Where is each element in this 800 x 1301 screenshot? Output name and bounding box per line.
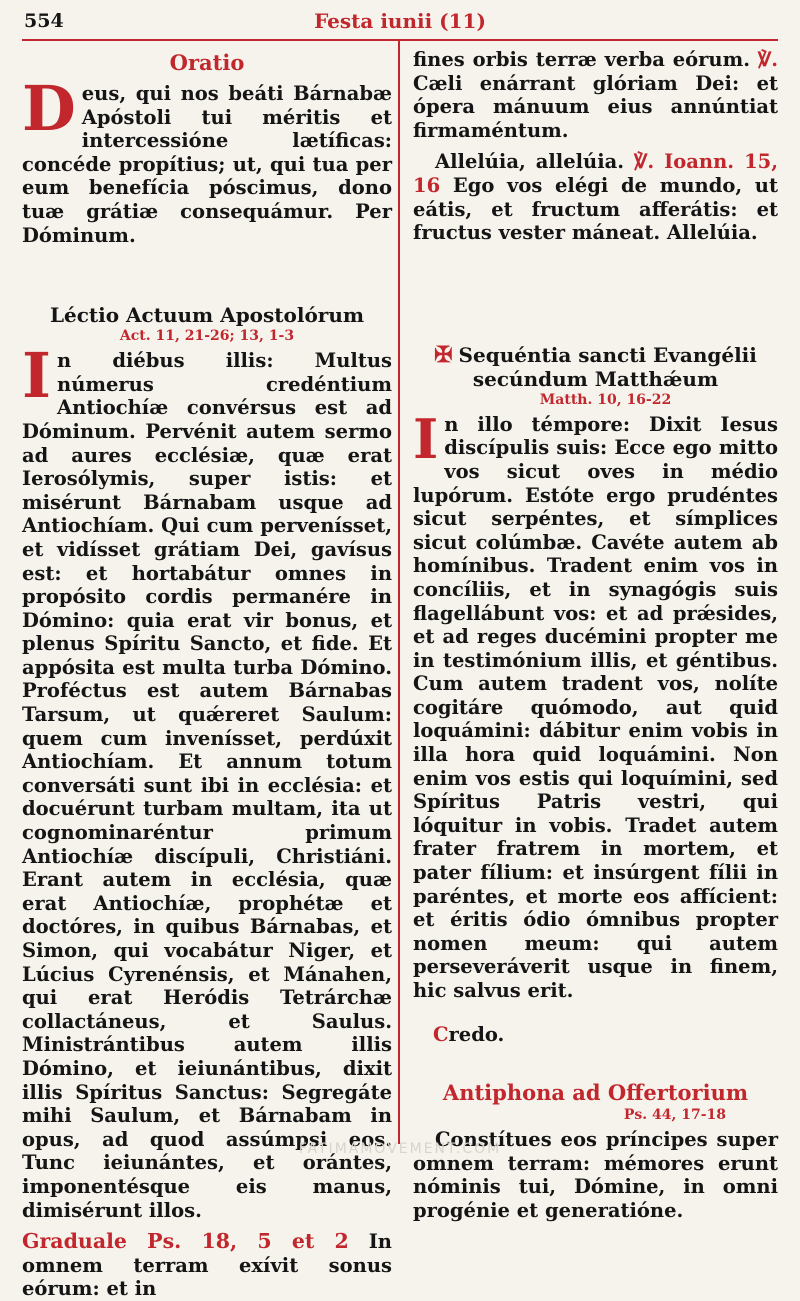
credo-text: redo. [448, 1022, 505, 1046]
right-column [413, 44, 778, 1223]
alleluia-verse: Ego vos elégi de mundo, ut eátis, et fructum afferátis: et fructus vester máneat. Allelúia. [413, 173, 778, 245]
evangelium-heading [413, 343, 778, 391]
evangelium-reference: Matth. 10, 16-22 [539, 391, 672, 408]
oratio-dropcap: D [22, 72, 76, 145]
alleluia-reference: ℣. Ioann. 15, 16 [413, 150, 778, 197]
credo-initial: C [433, 1022, 449, 1046]
evangelium-body: n illo témpore: Dixit Iesus discípulis suis: Ecce ego mitto vos sicut oves in médio lupórum. Estóte ergo prudéntes sicut serpéntes, et símplices sicut colúmbæ. Cavéte autem ab homínibus. Tradent enim vos in concíliis, et in synagógis suis flagellábunt vos: et ad prǽsides, et ad reges ducémini propter me in testimónium illis, et géntibus. Cum autem tradent vos, nolíte cogitáre quómodo, aut quid loquámini: dábitur enim vobis in illa hora quid loquámini. Non enim vos estis qui loquímini, sed Spíritus Patris vestri, qui lóquitur in vobis. Tradet autem frater fratrem in mortem, et pater fílium: et insúrgent fílii in paréntes, et morte eos affícient: et éritis ódio ómnibus propter nomen meum: qui autem perseveráverit usque in finem, hic salvus erit. [413, 412, 778, 1002]
graduale [22, 1230, 392, 1301]
watermark: FATIMAMOVEMENT.COM [298, 1141, 502, 1157]
evangelium-title: Sequéntia sancti Evangélii secúndum Matthǽum [458, 342, 757, 391]
evangelium-text [413, 406, 778, 1003]
header-divider [22, 39, 778, 41]
graduale-continuation [413, 48, 778, 142]
graduale-label: Graduale Ps. 18, 5 et 2 [22, 1229, 349, 1254]
graduale-text: In omnem terram exívit sonus eórum: et in [22, 1230, 392, 1301]
oratio-heading: Oratio [169, 50, 245, 75]
graduale-cont-text-2: Cæli enárrant glóriam Dei: et ópera mánuum eius annúntiat firmaméntum. [413, 71, 778, 142]
lectio-text [22, 339, 392, 1222]
left-column [22, 44, 392, 1301]
page-header [0, 0, 800, 42]
offertorium-reference: Ps. 44, 17-18 [623, 1107, 726, 1124]
credo [413, 1023, 778, 1047]
alleluia [413, 150, 778, 244]
running-title: Festa iunii (11) [314, 9, 486, 33]
versicle-symbol: ℣. [757, 48, 778, 71]
evangelium-dropcap: I [413, 406, 439, 471]
page-number: 554 [24, 10, 64, 32]
oratio-body: eus, qui nos beáti Bárnabæ Apóstoli tui méritis et intercessióne lætíficas: concéde propítius; ut, qui tua per eum benefícia póscimus, dono tuæ grátiæ consequámur. Per Dóminum. [22, 82, 392, 247]
lectio-heading: Léctio Actuum Apostolórum [49, 303, 365, 328]
offertorium-heading: Antiphona ad Offertorium [442, 1080, 749, 1106]
oratio-text [22, 72, 392, 247]
cross-icon: ✠ [434, 341, 453, 368]
column-divider [398, 41, 400, 1144]
lectio-dropcap: I [22, 339, 52, 413]
offertorium-text: Constítues eos príncipes super omnem terram: mémores erunt nóminis tui, Dómine, in omni progénie et generatióne. [413, 1128, 778, 1222]
lectio-body: n diébus illis: Multus númerus credéntium Antiochíæ convérsus est ad Dóminum. Pervénit autem sermo ad aures ecclésiæ, quæ erat Ierosólymis, super istis: et misérunt Bárnabam usque ad Antiochíam. Qui cum pervenísset, et vidísset grátiam Dei, gavísus est: et hortabátur omnes in propósito cordis permanére in Dómino: quia erat vir bonus, et plenus Spíritu Sancto, et fide. Et appósita est multa turba Dómino. Proféctus est autem Bárnabas Tarsum, ut quǽreret Saulum: quem cum invenísset, perdúxit Antiochíam. Et annum totum conversáti sunt ibi in ecclésia: et docuérunt turbam multam, ita ut cognominaréntur primum Antiochíæ discípuli, Christiáni. Erant autem in ecclésia, quæ erat Antiochíæ, prophétæ et doctóres, in quibus Bárnabas, et Simon, qui vocabátur Niger, et Lúcius Cyrenénsis, et Mánahen, qui erat Heródis Tetrárchæ collactáneus, et Saulus. Ministrántibus autem illis Dómino, et ieiunántibus, dixit illis Spíritus Sanctus: Segregáte mihi Saulum, et Bárnabam in opus, ad quod assúmpsi eos. Tunc ieiunántes, et orántes, imponentésque eis manus, dimisérunt illos. [22, 349, 392, 1222]
graduale-cont-text: fines orbis terræ verba eórum. [413, 48, 750, 71]
lectio-reference: Act. 11, 21-26; 13, 1-3 [119, 328, 295, 345]
alleluia-text: Allelúia, allelúia. [435, 150, 625, 174]
